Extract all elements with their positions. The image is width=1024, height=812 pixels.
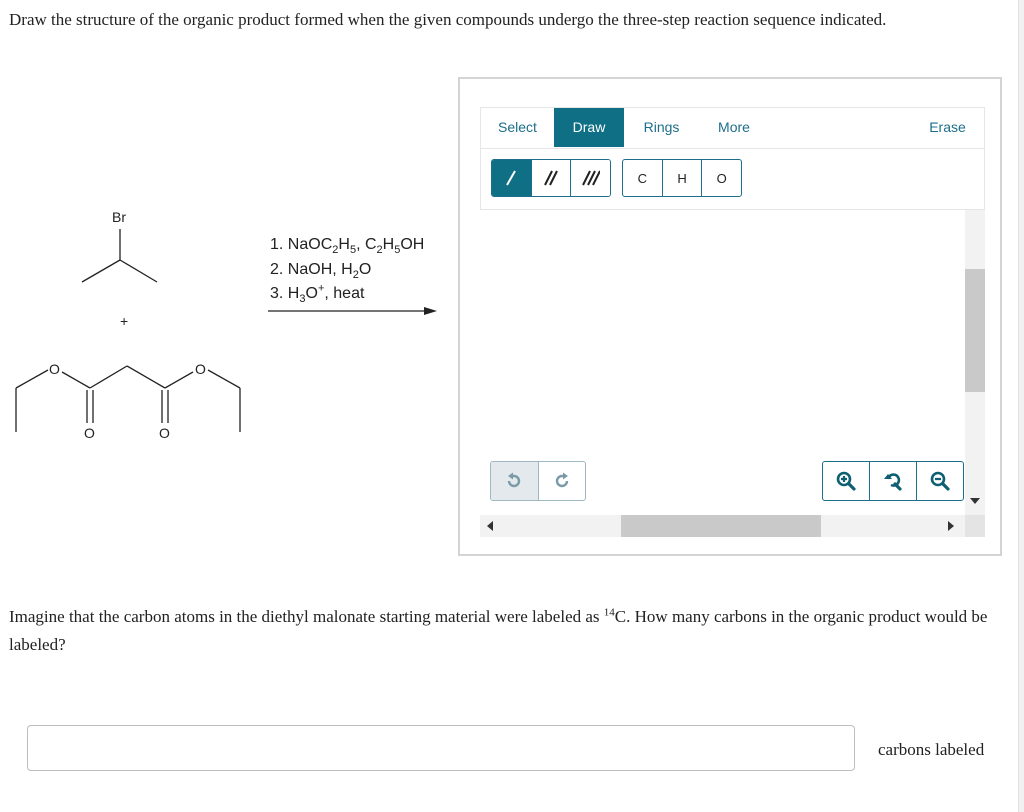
answer-unit-label: carbons labeled [878,740,985,759]
zoom-out-button[interactable] [917,462,963,500]
carbonyl-oxygen-right: O [159,425,170,441]
carbonyl-oxygen-left: O [84,425,95,441]
structure-editor [458,77,1002,556]
atom-carbon-button[interactable]: C [623,160,663,196]
reaction-step-1: 1. $NaOC_2H_5$, $C_2H_5OH$ [270,236,425,257]
scroll-down-arrow-icon[interactable] [970,498,980,504]
triple-bond-icon [582,168,600,188]
labeling-question: Imagine that the carbon atoms in the diethyl malonate starting material were labeled as $^{14}$C. How many carbons in the organic product would be labeled? [9,606,988,654]
reaction-step-3: 3. $H_3O^+$, heat [270,282,365,306]
editor-toolbar [480,107,985,210]
double-bond-button[interactable] [532,160,572,196]
scroll-left-arrow-icon[interactable] [487,521,493,531]
double-bond-icon [543,168,559,188]
reset-zoom-icon [883,471,903,491]
undo-icon [505,472,523,490]
page-scrollbar[interactable] [1018,0,1024,812]
reaction-arrow [268,307,437,315]
canvas-vertical-scrollbar[interactable] [965,210,985,515]
vertical-scroll-thumb[interactable] [965,269,985,392]
redo-button[interactable] [539,462,586,500]
horizontal-scroll-thumb[interactable] [621,515,821,537]
bromopropane-structure [82,229,157,282]
tab-select[interactable]: Select [498,119,537,135]
single-bond-button[interactable] [492,160,532,196]
atom-tools [622,159,742,197]
canvas-horizontal-scrollbar[interactable] [480,515,965,537]
zoom-tools [822,461,964,501]
editor-tabs [481,108,984,149]
zoom-in-icon [836,471,856,491]
atom-oxygen-button[interactable]: O [716,170,727,186]
tab-draw[interactable]: Draw [554,108,624,147]
tab-erase[interactable]: Erase [929,119,966,135]
molecule-drawing [0,190,450,450]
reaction-step-2: 2. NaOH, $H_2O$ [270,260,372,281]
reset-zoom-button[interactable] [870,462,917,500]
zoom-out-icon [930,471,950,491]
redo-icon [553,472,571,490]
reaction-scheme [0,190,450,450]
history-tools [490,461,586,501]
answer-input[interactable] [27,725,855,771]
reaction-conditions [270,233,424,307]
scroll-right-arrow-icon[interactable] [948,521,954,531]
scrollbar-corner [965,515,985,537]
question-prompt: Draw the structure of the organic product formed when the given compounds undergo the three-step reaction sequence indicated. [9,10,887,29]
tab-more[interactable]: More [718,119,750,135]
bond-tools [491,159,611,197]
triple-bond-button[interactable] [571,160,610,196]
atom-hydrogen-button[interactable]: H [663,160,703,196]
ester-oxygen-right: O [195,361,206,377]
tab-rings[interactable]: Rings [643,119,680,135]
undo-button[interactable] [491,462,539,500]
bromine-atom-label: Br [112,209,126,225]
zoom-in-button[interactable] [823,462,870,500]
plus-sign: + [120,313,129,329]
single-bond-icon [503,168,519,188]
ester-oxygen-left: O [49,361,60,377]
